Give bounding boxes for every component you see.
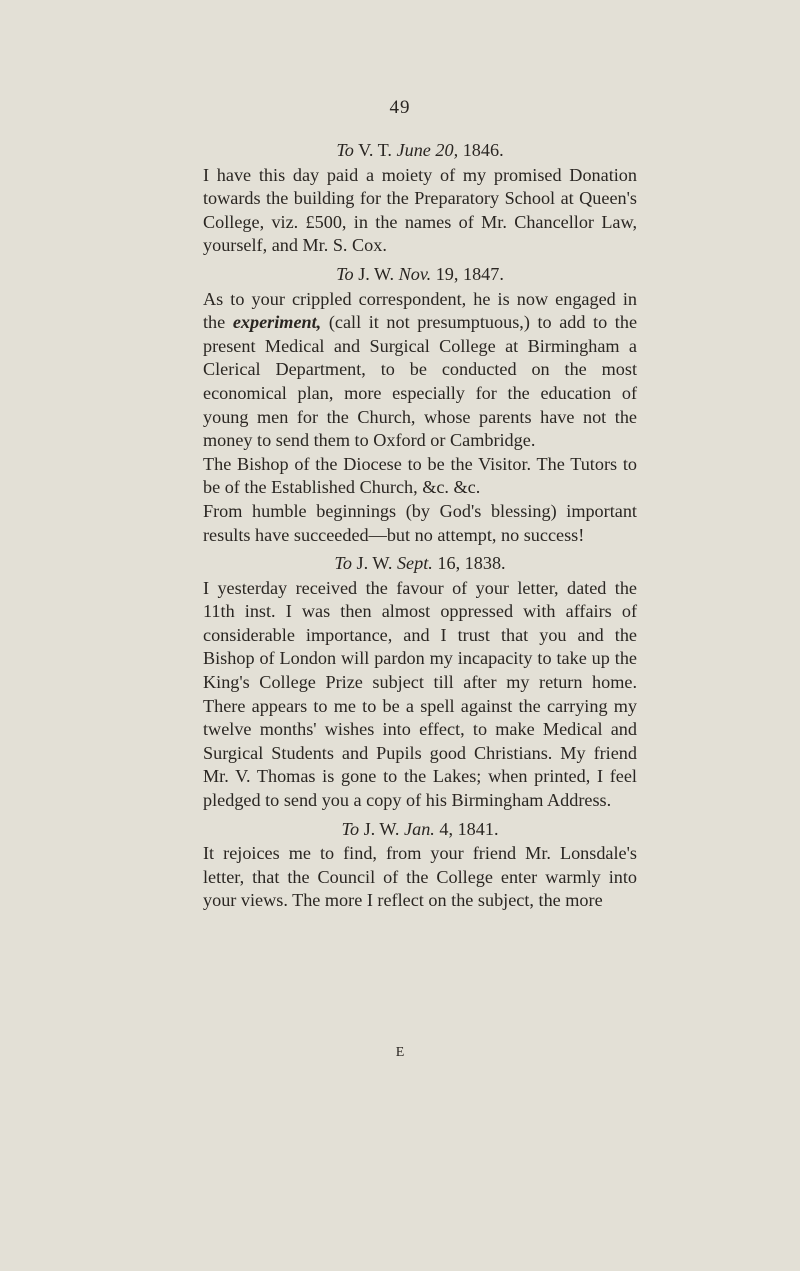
letter-heading <box>203 263 637 287</box>
heading-year: 19, 1847. <box>435 263 504 284</box>
letter-paragraph: I yesterday received the favour of your letter, dated the 11th inst. I was then almost oppressed with affairs of considerable importance, and I trust that you and the Bishop of London will pardon my incapacity to take up the King's College Prize subject till after my return home. There appears to me to be a spell against the carrying my twelve months' wishes into effect, to make Medical and Surgical Students and Pupils good Christians. My friend Mr. V. Thomas is gone to the Lakes; when printed, I feel pledged to send you a copy of his Birmingham Address. <box>203 577 637 811</box>
heading-to: To <box>336 263 354 284</box>
heading-to: To <box>334 553 352 574</box>
heading-date: Nov. <box>398 263 432 284</box>
heading-year: 16, 1838. <box>437 553 506 574</box>
page-number: 49 <box>389 97 411 118</box>
heading-recipient: J. W. <box>358 263 395 284</box>
emphasis-text: experiment, <box>232 312 322 333</box>
heading-date: Sept. <box>396 553 433 574</box>
letter-paragraph: I have this day paid a moiety of my promised Donation towards the building for the Preparatory School at Queen's College, viz. £500, in the names of Mr. Chancellor Law, yourself, and Mr. S. Cox. <box>203 164 637 256</box>
heading-date: Jan. <box>404 818 435 839</box>
heading-year: 4, 1841. <box>439 818 499 839</box>
heading-to: To <box>336 140 354 160</box>
heading-date: June 20, <box>396 140 459 160</box>
letter-heading <box>203 552 637 576</box>
heading-recipient: J. W. <box>363 818 400 839</box>
letter-heading <box>203 818 637 842</box>
letter-heading <box>203 139 637 163</box>
paragraph-text: (call it not presumptuous,) to add to the present Medical and Surgical College at Birmingham a Clerical Department, to be conducted on the most economical plan, more especially for the education of young men for the Church, whose parents have not the money to send them to Oxford or Cambridge. <box>203 312 638 451</box>
paragraph-text: As to your crippled correspondent, he is now engaged in the <box>203 288 637 333</box>
letter-paragraph <box>203 288 637 453</box>
letter-paragraph: The Bishop of the Diocese to be the Visitor. The Tutors to be of the Established Church, &c. &c. <box>203 453 637 498</box>
heading-recipient: J. W. <box>356 553 393 574</box>
heading-recipient: V. T. <box>358 140 392 160</box>
page-body <box>203 139 637 913</box>
heading-to: To <box>341 818 360 839</box>
letter-paragraph: From humble beginnings (by God's blessing) important results have succeeded—but no attempt, no success! <box>203 500 637 545</box>
heading-year: 1846. <box>462 140 504 160</box>
signature-mark: E <box>395 1045 405 1060</box>
letter-paragraph: It rejoices me to find, from your friend Mr. Lonsdale's letter, that the Council of the College enter warmly into your views. The more I reflect on the subject, the more <box>203 843 637 911</box>
